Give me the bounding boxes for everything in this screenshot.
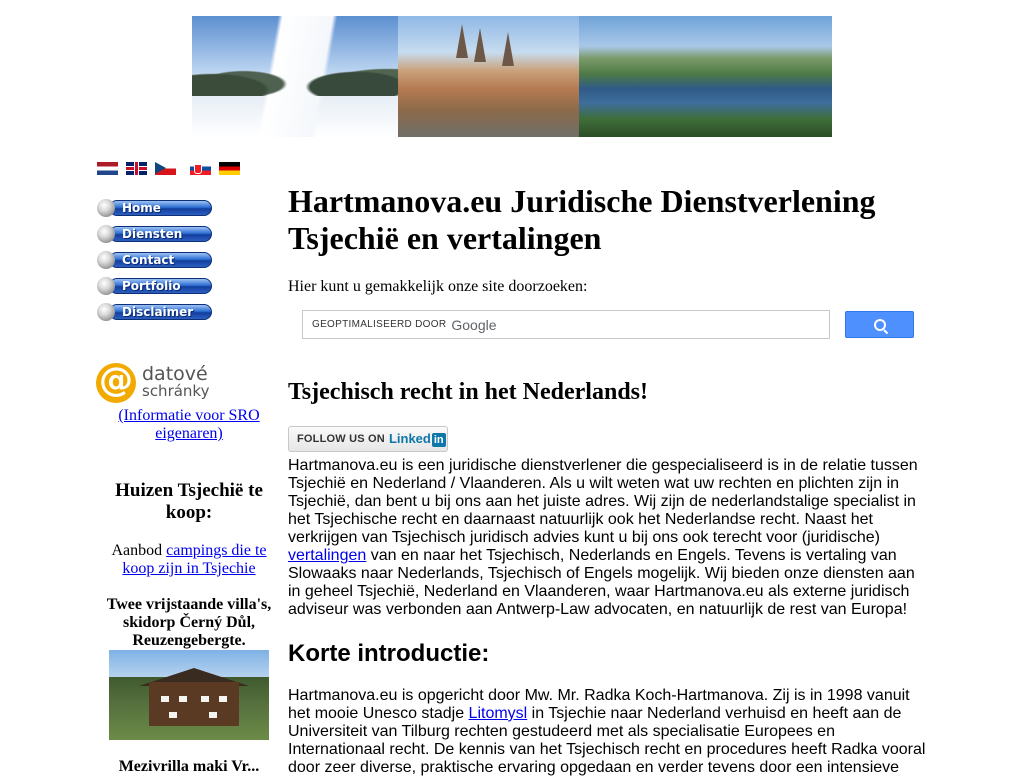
gb-flag-icon[interactable] — [126, 162, 147, 175]
search-icon — [874, 319, 886, 331]
litomysl-link[interactable]: Litomysl — [468, 705, 528, 722]
nav-label: Disclaimer — [109, 304, 212, 320]
nav-ball-icon — [97, 225, 115, 243]
cz-flag-icon[interactable] — [155, 162, 176, 175]
search-button[interactable] — [845, 311, 914, 338]
nav-ball-icon — [97, 199, 115, 217]
houses-heading: Huizen Tsjechië te koop: — [115, 480, 263, 523]
ds-logo-text — [142, 363, 210, 400]
follow-us-label: FOLLOW US ON — [297, 433, 385, 445]
intro-paragraph — [288, 457, 928, 619]
sro-info-link[interactable]: (Informatie voor SRO eigenaren) — [118, 407, 260, 442]
page-title: Hartmanova.eu Juridische Dienstverlening Tsjechië en vertalingen — [288, 183, 876, 256]
villas-heading: Twee vrijstaande villa's, skidorp Černý Důl, Reuzengebergte. — [106, 596, 272, 649]
header-banner — [192, 16, 832, 137]
nav-disclaimer-button[interactable] — [97, 302, 218, 322]
lake-landscape-image — [579, 16, 832, 137]
search-intro: Hier kunt u gemakkelijk onze site doorzoeken: — [288, 278, 588, 295]
nav-label: Portfolio — [109, 278, 212, 294]
nav-home-button[interactable] — [97, 198, 218, 218]
p2-text-after: in Tsjechie naar Nederland verhuisd en heeft aan de Universiteit van Tilburg rechten gestudeerd met als specialisatie Europees en Internationaal recht. De kennis van het Tsjechisch recht en procedures heeft Radka vooral door zeer diverse, praktische ervaring opgedaan en verder tevens door een intensieve — [288, 705, 926, 776]
campings-link[interactable]: campings die te koop zijn in Tsjechie — [122, 542, 267, 577]
search-optimized-label: GEOPTIMALISEERD DOOR — [312, 319, 447, 330]
czech-law-heading: Tsjechisch recht in het Nederlands! — [288, 379, 648, 405]
winter-ski-slope-image — [192, 16, 398, 137]
linkedin-logo — [389, 431, 446, 447]
datove-schranky-logo[interactable] — [96, 362, 241, 404]
short-intro-heading: Korte introductie: — [288, 640, 490, 667]
vertalingen-link[interactable]: vertalingen — [288, 547, 367, 564]
sk-flag-icon[interactable] — [190, 162, 211, 175]
ds-logo-line2: schránky — [142, 382, 210, 400]
nl-flag-icon[interactable] — [97, 162, 118, 175]
next-offer-heading: Mezivrilla maki Vr... — [118, 758, 260, 775]
aanbod-prefix: Aanbod — [111, 542, 167, 559]
nav-label: Home — [109, 200, 212, 216]
nav-contact-button[interactable] — [97, 250, 218, 270]
p1-text-before: Hartmanova.eu is een juridische dienstverlener die gespecialiseerd is in de relatie tussen Tsjechië en Nederland / Vlaanderen. Als u wilt weten wat uw rechten en plichten zijn in Tsjechië, dan bent u bij ons aan het juiste adres. Wij zijn de nederlandstalige specialist in het Tsjechische recht en daarnaast natuurlijk ook het Nederlandse recht. Naast het verkrijgen van Tsjechisch juridisch advies kunt u bij ons ook terecht voor (juridische) — [288, 457, 918, 546]
de-flag-icon[interactable] — [219, 162, 240, 175]
nav-portfolio-button[interactable] — [97, 276, 218, 296]
google-logo: Google — [451, 316, 497, 333]
linkedin-follow-button[interactable] — [288, 426, 448, 452]
villa-photo[interactable] — [109, 650, 269, 740]
nav-ball-icon — [97, 277, 115, 295]
about-paragraph — [288, 687, 928, 777]
p2-text-before: Hartmanova.eu is opgericht door Mw. Mr. Radka Koch-Hartmanova. Zij is in 1998 vanuit het mooie Unesco stadje — [288, 687, 910, 722]
nav-ball-icon — [97, 303, 115, 321]
search-input[interactable] — [302, 310, 830, 339]
language-flags — [97, 162, 240, 175]
ds-logo-line1: datové — [142, 363, 208, 385]
nav-ball-icon — [97, 251, 115, 269]
at-sign-icon — [96, 363, 136, 403]
main-nav — [97, 198, 218, 322]
linkedin-wordmark: Linked — [388, 431, 431, 446]
campings-offer — [100, 542, 278, 578]
prague-castle-image — [398, 16, 579, 137]
nav-diensten-button[interactable] — [97, 224, 218, 244]
p1-text-after: van en naar het Tsjechisch, Nederlands en Engels. Tevens is vertaling van Slowaaks naar Nederlands, Tsjechisch of Engels mogelijk. Wij bieden onze diensten aan in geheel Tsjechië, Nederland en Vlaanderen, waar Hartmanova.eu als externe juridisch adviseur was verbonden aan Antwerp-Law advocaten, en natuurlijk de rest van Europa! — [288, 547, 915, 618]
nav-label: Diensten — [109, 226, 212, 242]
linkedin-in-badge: in — [433, 434, 444, 446]
nav-label: Contact — [109, 252, 212, 268]
